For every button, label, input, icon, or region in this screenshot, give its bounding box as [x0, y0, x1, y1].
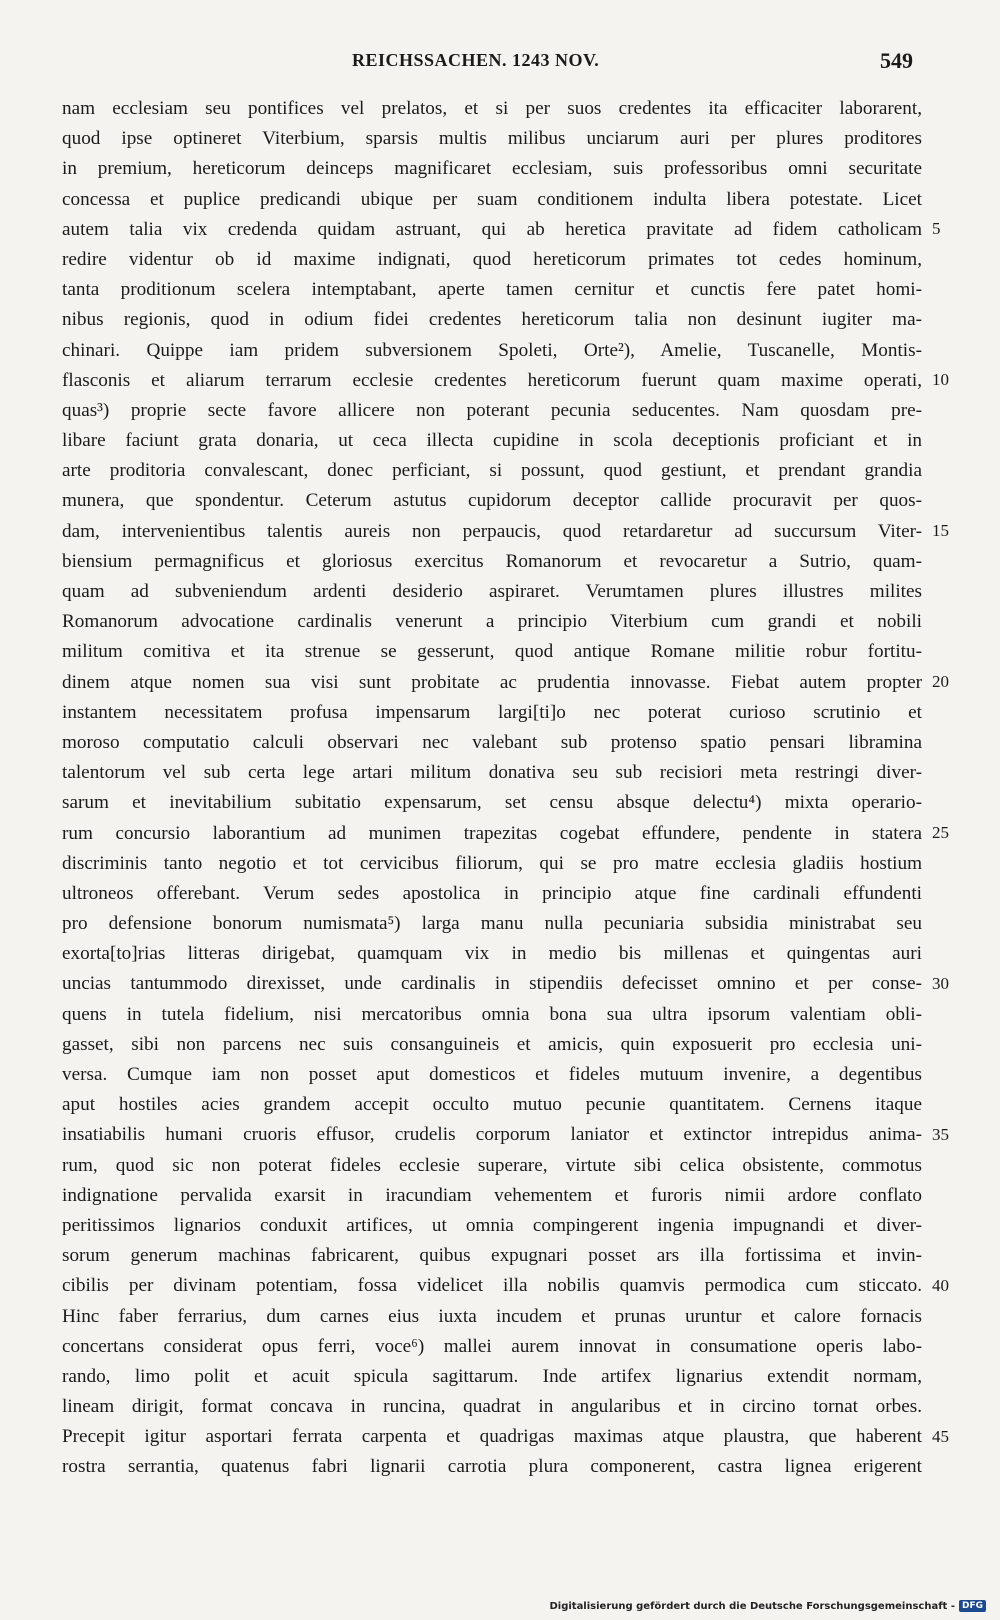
footer-text: Digitalisierung gefördert durch die Deutsche Forschungsgemeinschaft -: [549, 1600, 955, 1612]
dfg-logo: DFG: [959, 1600, 986, 1612]
text-line: dam, intervenientibus talentis aureis non perpaucis, quod retardaretur ad succursum Viter-: [62, 520, 922, 542]
text-line: Precepit igitur asportari ferrata carpenta et quadrigas maximas atque plaustra, que haberent: [62, 1426, 922, 1448]
page-header: [0, 50, 1000, 80]
text-line: concertans considerat opus ferri, voce⁶) mallei aurem innovat in consumatione operis labo-: [62, 1335, 922, 1357]
line-number: 40: [932, 1275, 949, 1295]
text-line: Romanorum advocatione cardinalis venerunt a principio Viterbium cum grandi et nobili: [62, 611, 922, 633]
text-line: versa. Cumque iam non posset aput domesticos et fideles mutuum invenire, a degentibus: [62, 1064, 922, 1085]
text-line: in premium, hereticorum deinceps magnificaret ecclesiam, suis professoribus omni securitate: [62, 158, 922, 180]
line-number: 35: [932, 1124, 949, 1144]
text-line: libare faciunt grata donaria, ut ceca illecta cupidine in scola deceptionis proficiant et in: [62, 430, 922, 452]
text-line: autem talia vix credenda quidam astruant, qui ab heretica pravitate ad fidem catholicam: [62, 218, 922, 240]
text-line: insatiabilis humani cruoris effusor, crudelis corporum laniator et extinctor intrepidus anima-: [62, 1124, 922, 1146]
text-line: quod ipse optineret Viterbium, sparsis multis milibus unciarum auri per plures proditores: [62, 128, 922, 150]
text-line: discriminis tanto negotio et tot cervicibus filiorum, qui se pro matre ecclesia gladiis hostium: [62, 852, 922, 874]
text-line: uncias tantummodo direxisset, unde cardinalis in stipendiis defecisset omnino et per conse-: [62, 973, 922, 995]
text-line: lineam dirigit, format concava in runcina, quadrat in angularibus et in circino tornat orbes.: [62, 1396, 922, 1418]
text-line: quas³) proprie secte favore allicere non poterant pecunia seducentes. Nam quosdam pre-: [62, 399, 922, 421]
text-line: cibilis per divinam potentiam, fossa videlicet illa nobilis quamvis permodica cum sticcato.: [62, 1275, 922, 1297]
text-line: pro defensione bonorum numismata⁵) larga manu nulla pecuniaria subsidia ministrabat seu: [62, 913, 922, 935]
text-line: arte proditoria convalescant, donec perficiant, si possunt, quod gestiunt, et prendant grandia: [62, 460, 922, 482]
text-line: instantem necessitatem profusa impensarum largi[ti]o nec poterat curioso scrutinio et: [62, 701, 922, 723]
text-line: indignatione pervalida exarsit in iracundiam vehementem et furoris nimii ardore conflato: [62, 1184, 922, 1206]
text-line: tanta proditionum scelera intemptabant, aperte tamen cernitur et cunctis fere patet homi-: [62, 279, 922, 301]
text-line: talentorum vel sub certa lege artari militum donativa seu sub recisiori meta restringi diver-: [62, 762, 922, 784]
text-line: chinari. Quippe iam pridem subversionem Spoleti, Orte²), Amelie, Tuscanelle, Montis-: [62, 339, 922, 361]
text-line: militum comitiva et ita strenue se gesserunt, quod antique Romane militie robur fortitu-: [62, 641, 922, 663]
text-line: sorum generum machinas fabricarent, quibus expugnari posset ars illa fortissima et invin-: [62, 1245, 922, 1267]
text-line: rando, limo polit et acuit spicula sagittarum. Inde artifex lignarius extendit normam,: [62, 1365, 922, 1387]
text-line: sarum et inevitabilium subitatio expensarum, set censu absque delectu⁴) mixta operario-: [62, 792, 922, 814]
footer-credit: [549, 1600, 986, 1612]
text-line: munera, que spondentur. Ceterum astutus cupidorum deceptor callide procuravit per quos-: [62, 490, 922, 512]
line-number: 15: [932, 520, 949, 540]
text-line: redire videntur ob id maxime indignati, quod hereticorum primates tot cedes hominum,: [62, 248, 922, 270]
text-line: rum, quod sic non poterat fideles ecclesie superare, virtute sibi celica obsistente, commotus: [62, 1154, 922, 1176]
line-number: 45: [932, 1426, 949, 1446]
text-line: peritissimos lignarios conduxit artifices, ut omnia compingerent ingenia impugnandi et diver-: [62, 1214, 922, 1236]
text-line: aput hostiles acies grandem accepit occulto mutuo pecunie quantitatem. Cernens itaque: [62, 1094, 922, 1116]
text-line: Hinc faber ferrarius, dum carnes eius iuxta incudem et prunas uruntur et calore fornacis: [62, 1305, 922, 1327]
text-line: nam ecclesiam seu pontifices vel prelatos, et si per suos credentes ita efficaciter laborarent,: [62, 98, 922, 119]
text-line: gasset, sibi non parcens nec suis consanguineis et amicis, quin exposuerit pro ecclesia uni-: [62, 1033, 922, 1055]
line-number: 30: [932, 973, 949, 993]
text-line: quam ad subveniendum ardenti desiderio aspiraret. Verumtamen plures illustres milites: [62, 581, 922, 602]
text-line: rostra serrantia, quatenus fabri lignarii carrotia plura componerent, castra lignea erigerent: [62, 1456, 922, 1478]
text-line: dinem atque nomen sua visi sunt probitate ac prudentia innovasse. Fiebat autem propter: [62, 671, 922, 693]
running-title: REICHSSACHEN. 1243 NOV.: [352, 50, 600, 70]
line-number: 20: [932, 671, 949, 691]
text-line: biensium permagnificus et gloriosus exercitus Romanorum et revocaretur a Sutrio, quam-: [62, 550, 922, 572]
line-number: 25: [932, 822, 949, 842]
text-line: quens in tutela fidelium, nisi mercatoribus omnia bona sua ultra ipsorum valentiam obli-: [62, 1003, 922, 1025]
text-line: moroso computatio calculi observari nec valebant sub protenso spatio pensari libramina: [62, 731, 922, 753]
text-line: rum concursio laborantium ad munimen trapezitas cogebat effundere, pendente in statera: [62, 822, 922, 844]
page-number: 549: [880, 48, 913, 73]
text-line: concessa et puplice predicandi ubique per suam conditionem indulta libera potestate. Licet: [62, 188, 922, 210]
text-line: nibus regionis, quod in odium fidei credentes hereticorum talia non desinunt iugiter ma-: [62, 309, 922, 331]
body-text: [62, 94, 922, 1483]
line-number: 5: [932, 218, 941, 238]
text-line: flasconis et aliarum terrarum ecclesie credentes hereticorum fuerunt quam maxime operati,: [62, 369, 922, 391]
text-line: exorta[to]rias litteras dirigebat, quamquam vix in medio bis millenas et quingentas auri: [62, 943, 922, 965]
line-number: 10: [932, 369, 949, 389]
text-line: ultroneos offerebant. Verum sedes apostolica in principio atque fine cardinali effundenti: [62, 882, 922, 904]
